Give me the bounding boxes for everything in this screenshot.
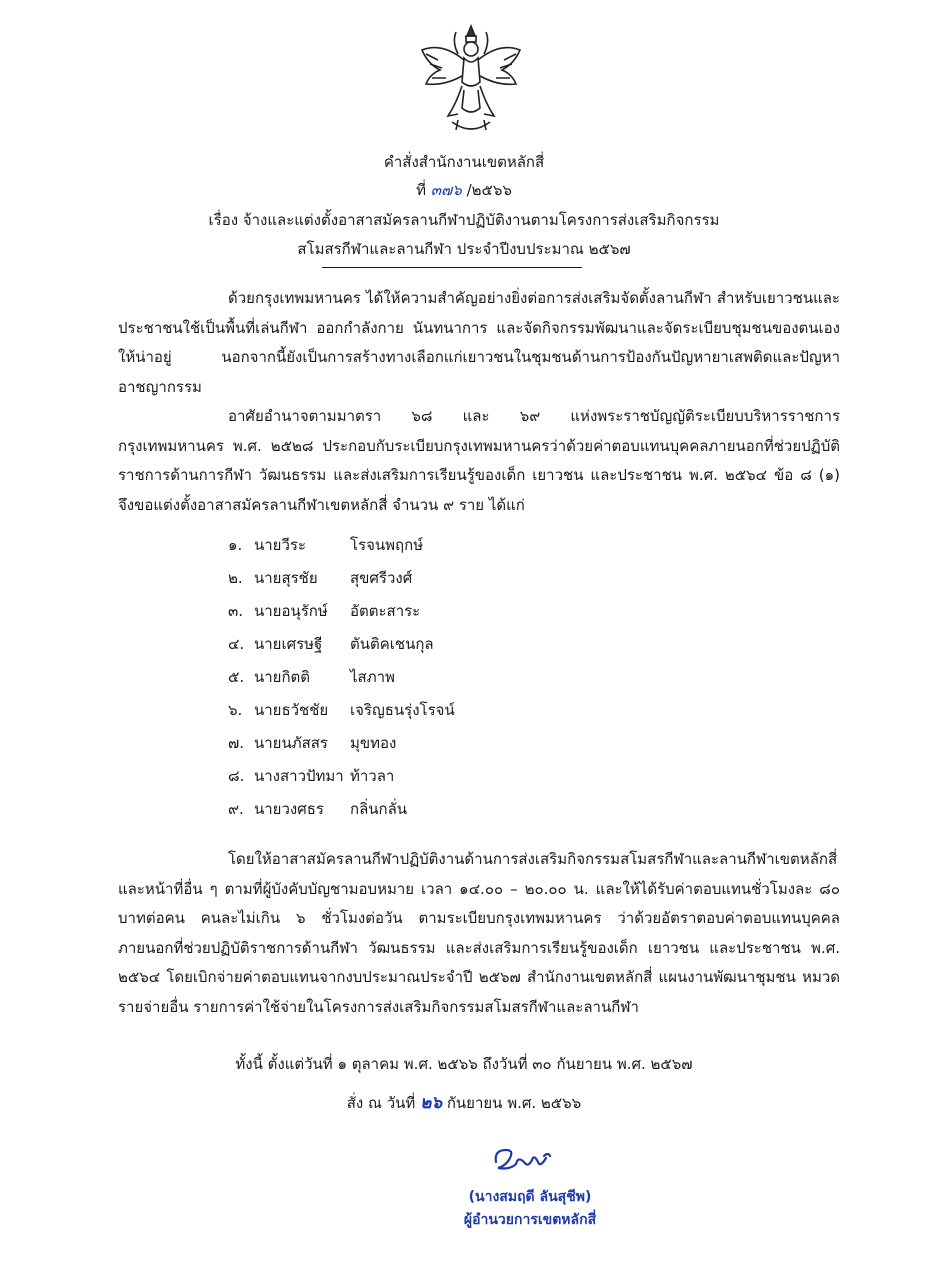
order-number-suffix: /๒๕๖๖ bbox=[466, 181, 512, 199]
list-item: ๗. นายนภัสสร มุขทอง bbox=[228, 734, 397, 752]
garuda-emblem-icon bbox=[412, 20, 530, 140]
list-item: ๒. นายสุรชัย สุขศรีวงศ์ bbox=[228, 569, 413, 587]
ordered-date bbox=[0, 1089, 928, 1116]
list-item: ๖. นายธวัชชัย เจริญธนรุ่งโรจน์ bbox=[228, 701, 455, 719]
list-item: ๙. นายวงศธร กลิ่นกลั่น bbox=[228, 800, 408, 818]
order-number bbox=[0, 178, 928, 202]
ordered-date-suffix: กันยายน พ.ศ. ๒๕๖๖ bbox=[446, 1094, 582, 1112]
subject-line-2: สโมสรกีฬาและลานกีฬา ประจำปีงบประมาณ ๒๕๖๗ bbox=[297, 240, 631, 258]
ordered-day-handwritten: ๒๖ bbox=[420, 1093, 443, 1113]
list-item: ๓. นายอนุรักษ์ อัตตะสาระ bbox=[228, 602, 421, 620]
paragraph-duties-text: โดยให้อาสาสมัครลานกีฬาปฏิบัติงานด้านการส่งเสริมกิจกรรมสโมสรกีฬาและลานกีฬาเขตหลักสี่ และหน้าที่อื่น ๆ ตามที่ผู้บังคับบัญชามอบหมาย เวลา ๑๔.๐๐ – ๒๐.๐๐ น. และให้ได้รับค่าตอบแทนชั่วโมงละ ๘๐ บาทต่อคน คนละไม่เกิน ๖ ชั่วโมงต่อวัน ตามระเบียบกรุงเทพมหานคร ว่าด้วยอัตราตอบค่าตอบแทนบุคคลภายนอกที่ช่วยปฏิบัติราชการด้านกีฬา วัฒนธรรม และส่งเสริมการเรียนรู้ของเด็ก เยาวชน และประชาชน พ.ศ. ๒๕๖๔ โดยเบิกจ่ายค่าตอบแทนจากงบประมาณประจำปี ๒๕๖๗ สำนักงานเขตหลักสี่ แผนงานพัฒนาชุมชน หมวดรายจ่ายอื่น รายการค่าใช้จ่ายในโครงการส่งเสริมกิจกรรมสโมสรกีฬาและลานกีฬา bbox=[118, 850, 840, 1016]
order-number-handwritten: ๓๗๖ bbox=[430, 181, 462, 199]
appointee-list bbox=[228, 529, 628, 826]
order-title: คำสั่งสำนักงานเขตหลักสี่ bbox=[383, 153, 545, 171]
paragraph-authority bbox=[118, 402, 840, 520]
order-number-prefix: ที่ bbox=[416, 181, 426, 199]
signatory-name: (นางสมฤดี ลันสุชีพ) bbox=[468, 1189, 592, 1205]
subject-line-1: เรื่อง จ้างและแต่งตั้งอาสาสมัครลานกีฬาปฏิบัติงานตามโครงการส่งเสริมกิจกรรม bbox=[208, 211, 720, 229]
list-item: ๑. นายวีระ โรจนพฤกษ์ bbox=[228, 536, 424, 554]
handwritten-signature bbox=[488, 1142, 552, 1176]
signatory-title: ผู้อำนวยการเขตหลักสี่ bbox=[463, 1212, 597, 1228]
paragraph-background bbox=[118, 284, 840, 402]
subject-divider bbox=[322, 267, 582, 268]
ordered-date-prefix: สั่ง ณ วันที่ bbox=[346, 1094, 416, 1112]
paragraph-authority-text: อาศัยอำนาจตามมาตรา ๖๘ และ ๖๙ แห่งพระราชบัญญัติระเบียบบริหารราชการกรุงเทพมหานคร พ.ศ. ๒๕๒๘ ประกอบกับระเบียบกรุงเทพมหานครว่าด้วยค่าตอบแทนบุคคลภายนอกที่ช่วยปฏิบัติราชการด้านการกีฬา วัฒนธรรม และส่งเสริมการเรียนรู้ของเด็ก เยาวชน และประชาชน พ.ศ. ๒๕๖๔ ข้อ ๘ (๑) จึงขอแต่งตั้งอาสาสมัครลานกีฬาเขตหลักสี่ จำนวน ๙ ราย ได้แก่ bbox=[118, 407, 840, 514]
paragraph-background-text: ด้วยกรุงเทพมหานคร ได้ให้ความสำคัญอย่างยิ่งต่อการส่งเสริมจัดตั้งลานกีฬา สำหรับเยาวชนและประชาชนใช้เป็นพื้นที่เล่นกีฬา ออกกำลังกาย นันทนาการ และจัดกิจกรรมพัฒนาและจัดระเบียบชุมชนของตนเองให้น่าอยู่ นอกจากนี้ยังเป็นการสร้างทางเลือกแก่เยาวชนในชุมชนด้านการป้องกันปัญหายาเสพติดและปัญหาอาชญากรรม bbox=[118, 289, 840, 396]
list-item: ๕. นายกิตติ ไสภาพ bbox=[228, 668, 395, 686]
effective-period: ทั้งนี้ ตั้งแต่วันที่ ๑ ตุลาคม พ.ศ. ๒๕๖๖ ถึงวันที่ ๓๐ กันยายน พ.ศ. ๒๕๖๗ bbox=[235, 1055, 693, 1073]
list-item: ๘. นางสาวปัทมา ท้าวลา bbox=[228, 767, 395, 785]
paragraph-duties bbox=[118, 845, 840, 1022]
list-item: ๔. นายเศรษฐี ตันติคเชนกุล bbox=[228, 635, 434, 653]
